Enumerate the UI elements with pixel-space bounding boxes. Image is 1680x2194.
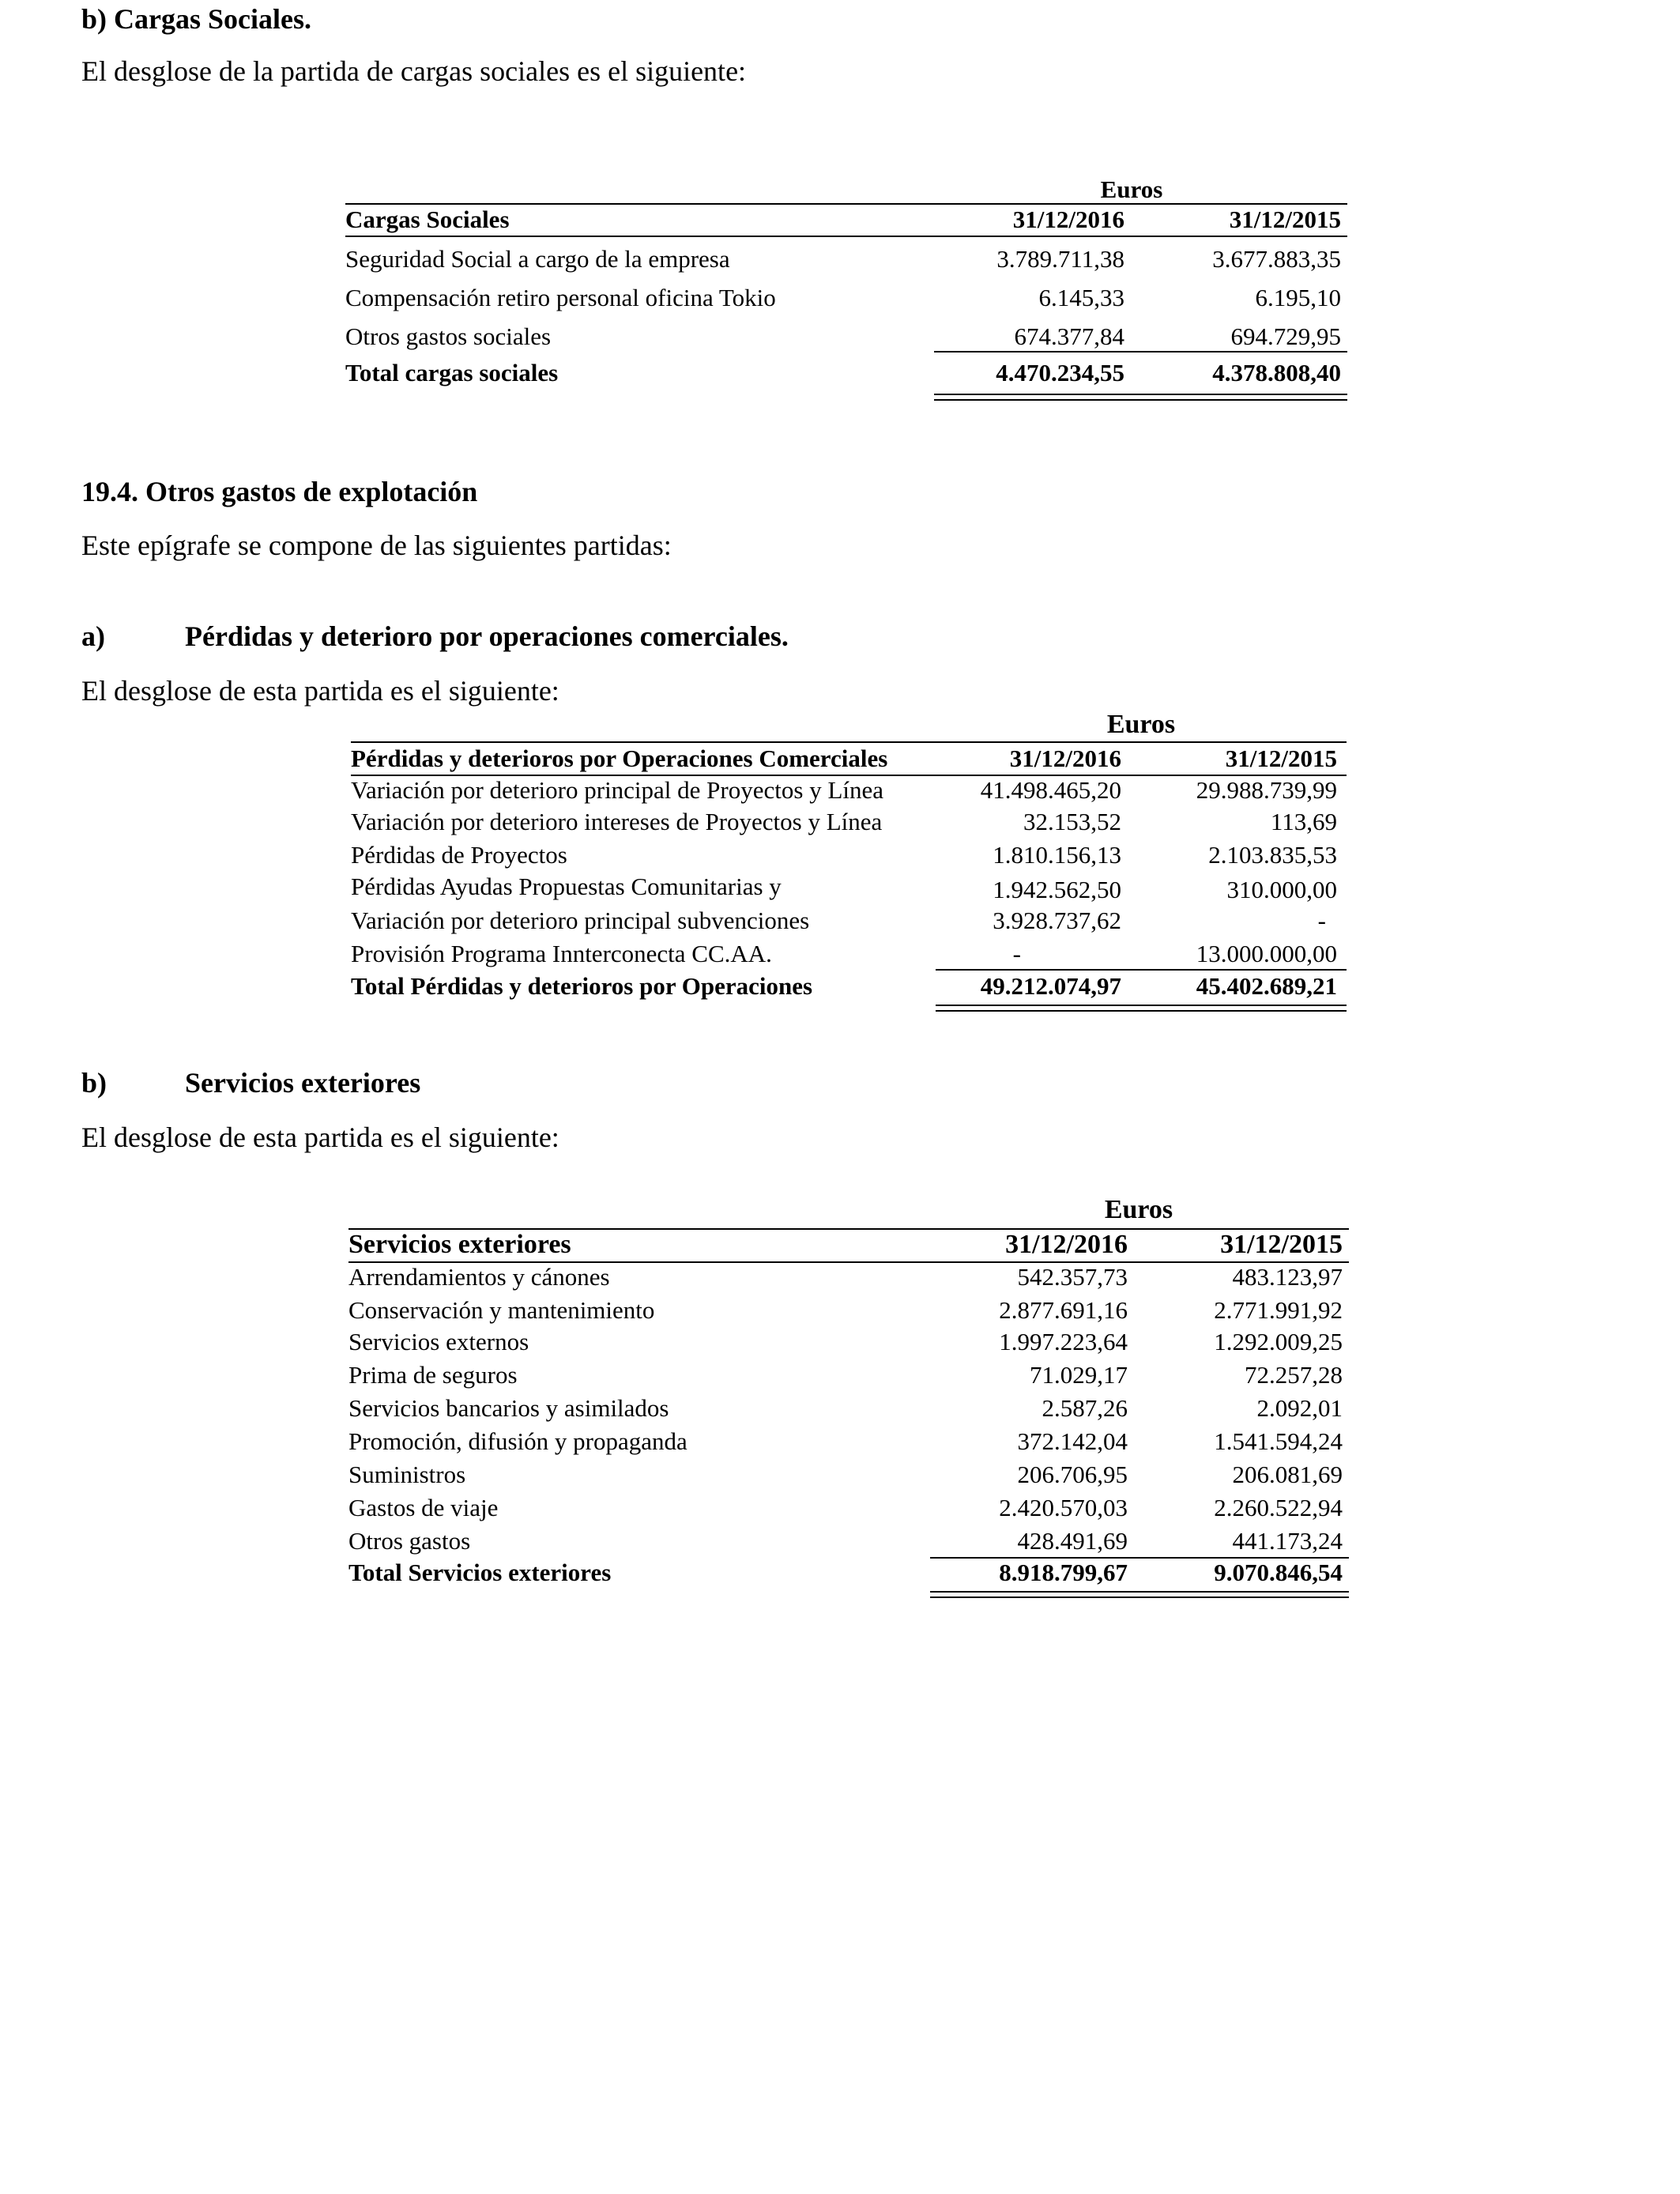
subsection-title-servicios: Servicios exteriores xyxy=(185,1067,421,1099)
table-header-label: Pérdidas y deterioros por Operaciones Comerciales xyxy=(351,745,888,772)
table-unit-label: Euros xyxy=(1106,710,1176,739)
section-heading-cargas-sociales: b) Cargas Sociales. xyxy=(81,3,311,35)
subsection-letter-b: b) xyxy=(81,1067,107,1099)
row-value-2015: 2.092,01 xyxy=(1256,1394,1343,1422)
row-value-2016: 71.029,17 xyxy=(1030,1361,1128,1389)
table-header-col-2015: 31/12/2015 xyxy=(1220,1230,1343,1259)
row-value-2015: 1.541.594,24 xyxy=(1214,1427,1343,1455)
table-header-top-rule xyxy=(345,203,1347,205)
row-value-2015: 206.081,69 xyxy=(1232,1461,1343,1488)
row-label: Seguridad Social a cargo de la empresa xyxy=(345,245,730,273)
row-label: Variación por deterioro principal de Proyectos y Línea xyxy=(351,776,884,804)
row-value-2015: 2.103.835,53 xyxy=(1208,841,1337,869)
table-header-label: Cargas Sociales xyxy=(345,205,510,233)
row-value-2015: 72.257,28 xyxy=(1245,1361,1343,1389)
row-value-2016: 3.928.737,62 xyxy=(993,907,1121,934)
row-label: Gastos de viaje xyxy=(348,1494,499,1521)
row-value-2015: 29.988.739,99 xyxy=(1196,776,1337,804)
total-label: Total Servicios exteriores xyxy=(348,1559,612,1586)
row-label: Promoción, difusión y propaganda xyxy=(348,1427,687,1455)
row-value-2016: 1.997.223,64 xyxy=(999,1328,1128,1355)
table-header-label: Servicios exteriores xyxy=(348,1230,571,1259)
subsection-intro-perdidas: El desglose de esta partida es el siguiente: xyxy=(81,675,559,707)
row-value-2015: 6.195,10 xyxy=(1255,284,1341,311)
subsection-title-perdidas: Pérdidas y deterioro por operaciones comerciales. xyxy=(185,620,789,652)
row-value-2015: 441.173,24 xyxy=(1232,1527,1343,1555)
row-label: Variación por deterioro principal subvenciones xyxy=(351,907,810,934)
table-header-col-2016: 31/12/2016 xyxy=(1012,205,1124,233)
row-value-2016: 372.142,04 xyxy=(1017,1427,1128,1455)
section-intro-cargas-sociales: El desglose de la partida de cargas sociales es el siguiente: xyxy=(81,55,747,87)
row-label: Compensación retiro personal oficina Tokio xyxy=(345,284,776,311)
row-label: Conservación y mantenimiento xyxy=(348,1296,655,1324)
subtotal-rule xyxy=(936,969,1347,971)
subsection-intro-servicios: El desglose de esta partida es el siguiente: xyxy=(81,1122,559,1153)
row-label: Arrendamientos y cánones xyxy=(348,1263,610,1291)
row-label: Suministros xyxy=(348,1461,466,1488)
row-label: Variación por deterioro intereses de Proyectos y Línea xyxy=(351,808,883,835)
row-value-2016: 6.145,33 xyxy=(1038,284,1124,311)
row-value-2016: 2.587,26 xyxy=(1042,1394,1128,1422)
row-value-2016: 2.877.691,16 xyxy=(999,1296,1128,1324)
row-value-2016: 1.810.156,13 xyxy=(993,841,1121,869)
total-label: Total Pérdidas y deterioros por Operaciones xyxy=(351,972,813,1000)
table-cargas-sociales xyxy=(345,172,1349,409)
row-value-2015: 2.771.991,92 xyxy=(1214,1296,1343,1324)
total-value-2016: 4.470.234,55 xyxy=(996,359,1124,386)
table-header-row xyxy=(345,205,1349,237)
row-value-2016: 206.706,95 xyxy=(1017,1461,1128,1488)
row-label: Otros gastos xyxy=(348,1527,471,1555)
table-unit-label: Euros xyxy=(1100,175,1163,203)
total-value-2015: 9.070.846,54 xyxy=(1214,1559,1343,1586)
table-header-bottom-rule xyxy=(345,236,1347,237)
row-value-2015: 3.677.883,35 xyxy=(1212,245,1341,273)
table-servicios-exteriores xyxy=(348,1195,1350,1606)
total-label: Total cargas sociales xyxy=(345,359,559,386)
total-double-rule xyxy=(930,1591,1349,1598)
row-value-2016: 428.491,69 xyxy=(1017,1527,1128,1555)
total-double-rule xyxy=(934,394,1347,401)
row-value-2015: 2.260.522,94 xyxy=(1214,1494,1343,1521)
table-header-col-2016: 31/12/2016 xyxy=(1009,745,1121,772)
row-value-2016: 2.420.570,03 xyxy=(999,1494,1128,1521)
row-value-2015: 310.000,00 xyxy=(1226,876,1337,903)
row-label: Pérdidas de Proyectos xyxy=(351,841,567,869)
row-value-2016: 32.153,52 xyxy=(1023,808,1121,835)
row-value-2016: 542.357,73 xyxy=(1017,1263,1128,1291)
row-value-2016: 1.942.562,50 xyxy=(993,876,1121,903)
row-value-2015: 13.000.000,00 xyxy=(1196,940,1337,967)
subtotal-rule xyxy=(934,351,1347,352)
total-value-2016: 8.918.799,67 xyxy=(999,1559,1128,1586)
row-label: Otros gastos sociales xyxy=(345,322,552,350)
row-value-2015: 113,69 xyxy=(1270,808,1337,835)
row-value-2015: 1.292.009,25 xyxy=(1214,1328,1343,1355)
total-double-rule xyxy=(936,1005,1347,1012)
row-value-2016: 41.498.465,20 xyxy=(980,776,1121,804)
table-header-col-2015: 31/12/2015 xyxy=(1229,205,1341,233)
row-label: Servicios bancarios y asimilados xyxy=(348,1394,669,1422)
table-header-top-rule xyxy=(351,741,1347,743)
total-value-2015: 45.402.689,21 xyxy=(1196,972,1337,1000)
row-label: Servicios externos xyxy=(348,1328,529,1355)
row-value-2016: 3.789.711,38 xyxy=(996,245,1124,273)
row-value-2015: 694.729,95 xyxy=(1230,322,1341,350)
total-value-2015: 4.378.808,40 xyxy=(1212,359,1341,386)
table-header-col-2015: 31/12/2015 xyxy=(1225,745,1337,772)
total-value-2016: 49.212.074,97 xyxy=(980,972,1121,1000)
table-perdidas-deterioros xyxy=(351,710,1348,1010)
row-label: Prima de seguros xyxy=(348,1361,518,1389)
row-value-2016: 674.377,84 xyxy=(1014,322,1124,350)
row-label: Pérdidas Ayudas Propuestas Comunitarias y xyxy=(351,873,782,900)
section-heading-19-4: 19.4. Otros gastos de explotación xyxy=(81,476,478,507)
section-intro-19-4: Este epígrafe se compone de las siguientes partidas: xyxy=(81,530,672,561)
row-value-2016: - xyxy=(1012,940,1021,967)
table-header-col-2016: 31/12/2016 xyxy=(1005,1230,1128,1259)
row-value-2015: - xyxy=(1317,907,1326,934)
subsection-letter-a: a) xyxy=(81,620,105,652)
table-unit-label: Euros xyxy=(1104,1195,1173,1224)
row-label: Provisión Programa Innterconecta CC.AA. xyxy=(351,940,772,967)
row-value-2015: 483.123,97 xyxy=(1232,1263,1343,1291)
